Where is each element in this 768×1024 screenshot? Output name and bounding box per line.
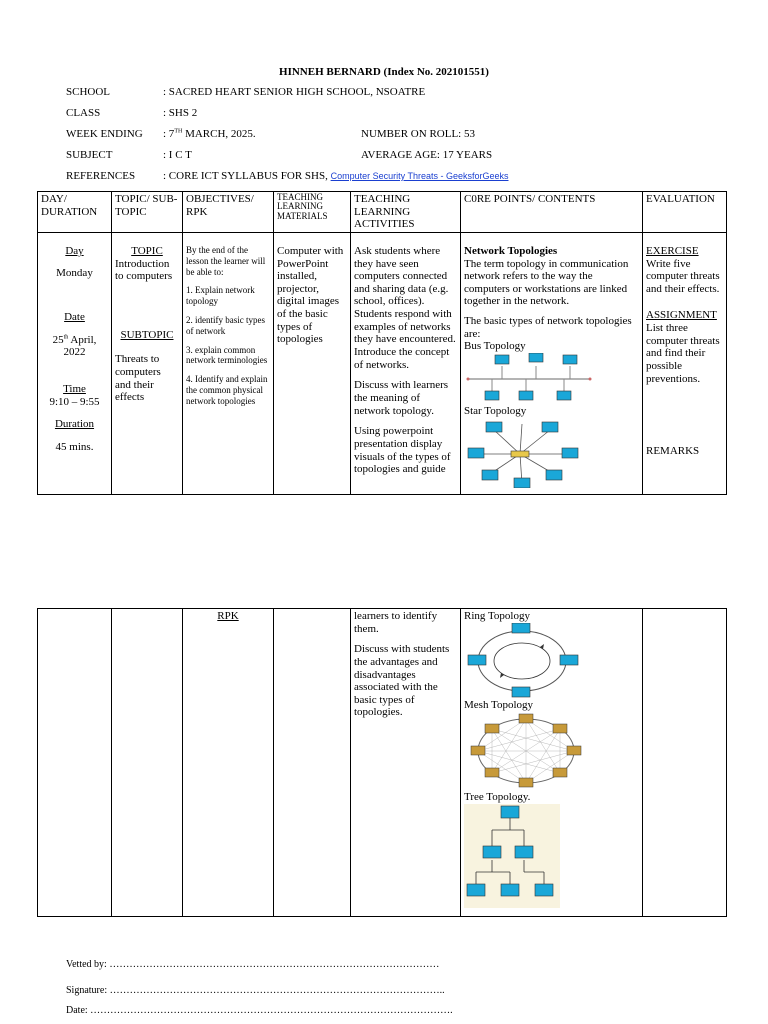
star-topology-label: Star Topology	[464, 405, 527, 418]
col-activities: TEACHING LEARNING ACTIVITIES	[351, 192, 461, 233]
activity-paragraph: Ask students where they have seen computers connected and sharing data (e.g. school, offices). Students respond with examples of networks they have encountered. Introduce the concept of networks.	[354, 244, 456, 371]
day-cell-cont	[38, 609, 112, 917]
core-heading: Network Topologies	[464, 244, 558, 257]
activities-cell	[351, 232, 461, 494]
activity-paragraph: learners to identify them.	[354, 610, 438, 635]
core-points-cell	[461, 232, 643, 494]
assignment-label: ASSIGNMENT	[646, 309, 717, 322]
duration-label: Duration	[54, 418, 95, 431]
table-header-row	[38, 192, 727, 233]
bus-topology-label: Bus Topology	[464, 340, 526, 353]
materials-cell: Computer with PowerPoint installed, projector, digital images of the basic types of topologies	[274, 232, 351, 494]
signature-line: Signature: ………………………………………………………………………………………..	[66, 985, 445, 996]
week-label: WEEK ENDING	[66, 128, 143, 140]
tree-topology-label: Tree Topology.	[464, 791, 531, 804]
vetted-by-line: Vetted by: ………………………………………………………………………………………	[66, 959, 440, 970]
ring-topology-diagram	[464, 623, 594, 699]
ring-topology-label: Ring Topology	[464, 610, 530, 622]
date-label: Date	[64, 311, 85, 324]
evaluation-cell	[643, 232, 727, 494]
school-label: SCHOOL	[66, 86, 111, 98]
class-value: : SHS 2	[163, 107, 198, 119]
number-on-roll: NUMBER ON ROLL: 53	[361, 128, 475, 140]
time-label: Time	[63, 383, 86, 396]
lesson-row	[38, 232, 727, 494]
day-cell	[38, 232, 112, 494]
topic-cell-cont	[112, 609, 183, 917]
references-value: : CORE ICT SYLLABUS FOR SHS, Computer Security Threats - GeeksforGeeks	[163, 170, 509, 182]
tree-topology-diagram	[464, 804, 560, 908]
date-line: Date: ……………………………………………………………………………………………….	[66, 1005, 453, 1016]
activities-cell-cont	[351, 609, 461, 917]
core-points-cell-cont	[461, 609, 643, 917]
col-materials: TEACHING LEARNING MATERIALS	[274, 192, 351, 233]
materials-cell-cont	[274, 609, 351, 917]
evaluation-cell-cont	[643, 609, 727, 917]
objective-item: 4. Identify and explain the common physical network topologies	[186, 374, 268, 406]
col-day-duration: DAY/ DURATION	[38, 192, 112, 233]
col-objectives: OBJECTIVES/ RPK	[183, 192, 274, 233]
class-label: CLASS	[66, 107, 101, 119]
col-core-points: C0RE POINTS/ CONTENTS	[461, 192, 643, 233]
subtopic-value: Threats to computers and their effects	[115, 353, 161, 404]
objectives-cell	[183, 232, 274, 494]
day-value: Monday	[56, 266, 93, 279]
objective-item: 1. Explain network topology	[186, 285, 255, 307]
activity-paragraph: Discuss with learners the meaning of network topology.	[354, 379, 449, 417]
average-age: AVERAGE AGE: 17 YEARS	[361, 149, 493, 161]
subject-label: SUBJECT	[66, 149, 113, 161]
reference-link[interactable]: Computer Security Threats - GeeksforGeeks	[330, 171, 509, 181]
col-topic-subtopic: TOPIC/ SUB-TOPIC	[112, 192, 183, 233]
assignment-text: List three computer threats and find their possible preventions.	[646, 322, 720, 385]
school-value: : SACRED HEART SENIOR HIGH SCHOOL, NSOATRE	[163, 86, 426, 98]
col-evaluation: EVALUATION	[643, 192, 727, 233]
core-paragraph: The basic types of network topologies are:	[464, 315, 632, 340]
activity-paragraph: Using powerpoint presentation display visuals of the types of topologies and guide	[354, 425, 451, 476]
rpk-label: RPK	[217, 610, 239, 622]
subject-value: : I C T	[163, 149, 192, 161]
objectives-intro: By the end of the lesson the learner will be able to:	[186, 244, 266, 277]
references-label: REFERENCES	[66, 170, 136, 182]
mesh-topology-diagram	[464, 711, 594, 791]
time-value: 9:10 – 9:55	[49, 395, 100, 408]
objectives-cell-cont	[183, 609, 274, 917]
star-topology-diagram	[464, 418, 594, 488]
bus-topology-diagram	[464, 353, 604, 405]
activity-paragraph: Discuss with students the advantages and disadvantages associated with the basic types of topologies.	[354, 643, 450, 719]
remarks-label: REMARKS	[646, 445, 700, 458]
core-paragraph: The term topology in communication network refers to the way the computers or workstations are linked together in the network.	[464, 257, 629, 308]
week-value: : 7TH MARCH, 2025.	[163, 128, 256, 140]
topic-value: Introduction to computers	[115, 257, 173, 283]
objective-item: 3. explain common network terminologies	[186, 344, 268, 366]
lesson-plan-continuation-table	[37, 608, 727, 917]
continuation-row	[38, 609, 727, 917]
day-label: Day	[65, 244, 84, 257]
duration-value: 45 mins.	[55, 441, 94, 454]
lesson-plan-table	[37, 191, 727, 495]
date-value: 25th April,	[52, 333, 97, 346]
exercise-label: EXERCISE	[646, 244, 699, 257]
mesh-topology-label: Mesh Topology	[464, 698, 534, 711]
date-year: 2022	[63, 346, 86, 359]
document-title: HINNEH BERNARD (Index No. 202101551)	[279, 66, 489, 78]
objective-item: 2. identify basic types of network	[186, 314, 265, 336]
topic-cell	[112, 232, 183, 494]
subtopic-label: SUBTOPIC	[120, 328, 174, 341]
exercise-text: Write five computer threats and their effects.	[646, 257, 720, 295]
topic-label: TOPIC	[131, 244, 163, 257]
